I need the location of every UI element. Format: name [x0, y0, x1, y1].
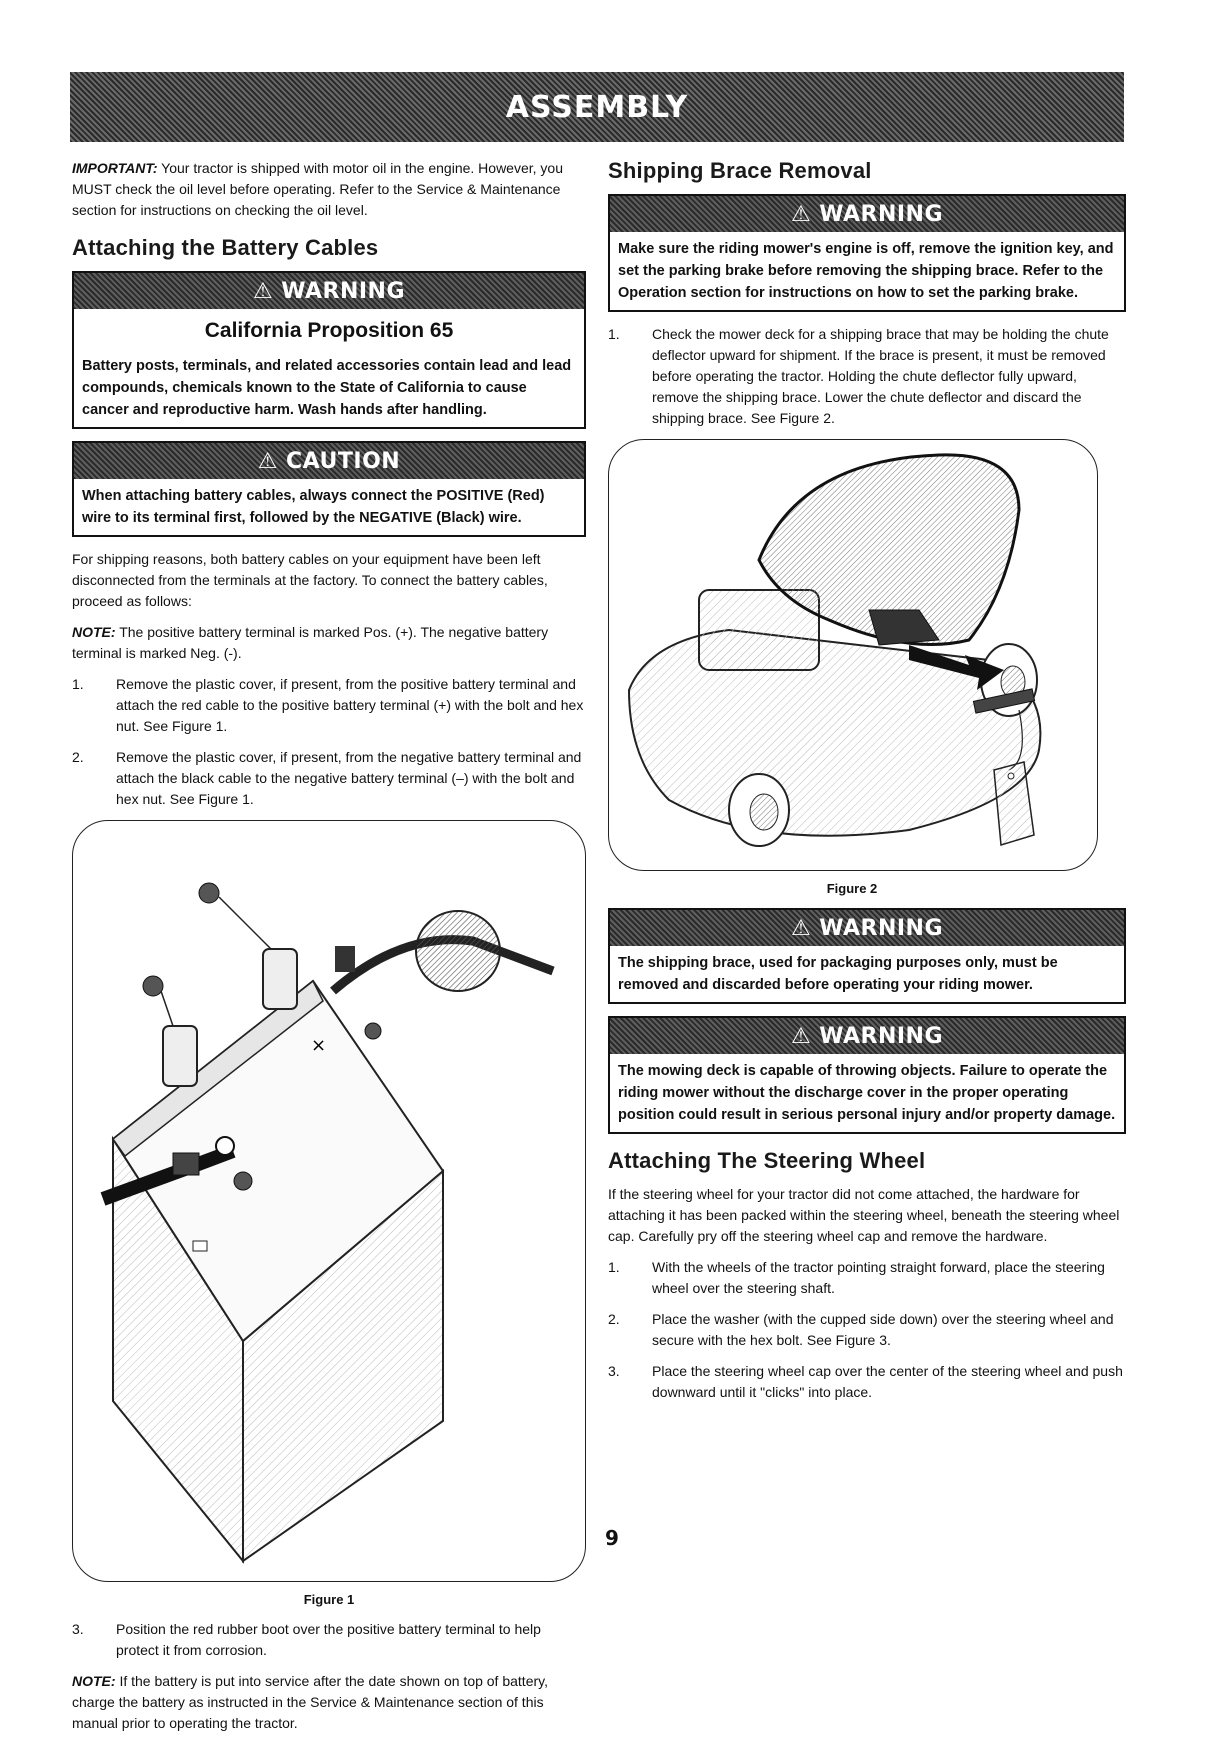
list-item: [608, 1361, 1126, 1403]
warning-box-shipping: [608, 194, 1126, 312]
steering-steps: [608, 1257, 1126, 1403]
warning-text: The mowing deck is capable of throwing objects. Failure to operate the riding mower without the discharge cover in the proper operating position could result in serious personal injury and/or property damage.: [618, 1063, 1116, 1123]
list-item: [72, 1619, 586, 1661]
warning-text: Battery posts, terminals, and related accessories contain lead and lead compounds, chemicals known to the State of California to cause cancer and reproductive harm. Wash hands after handling.: [82, 358, 572, 418]
step-number: 2.: [72, 749, 84, 765]
list-item: [608, 1257, 1126, 1299]
battery-steps: [72, 674, 586, 810]
mower-deck-illustration: [609, 440, 1097, 870]
list-item: [608, 1309, 1126, 1351]
battery-heading: Attaching the Battery Cables: [72, 235, 379, 260]
step-text: Remove the plastic cover, if present, from the positive battery terminal and attach the red cable to the positive battery terminal (+) with the bolt and hex nut. See Figure 1.: [116, 676, 584, 734]
note-paragraph: [72, 622, 586, 664]
step-text: Place the washer (with the cupped side down) over the steering wheel and secure with the hex bolt. See Figure 3.: [652, 1311, 1114, 1348]
step-number: 3.: [72, 1621, 84, 1637]
step-number: 1.: [72, 676, 84, 692]
svg-text:×: ×: [311, 1035, 327, 1056]
warning-label: WARNING: [819, 1023, 944, 1049]
caution-text: When attaching battery cables, always connect the POSITIVE (Red) wire to its terminal first, followed by the NEGATIVE (Black) wire.: [82, 488, 545, 526]
step-number: 1.: [608, 326, 620, 342]
section-title: ASSEMBLY: [505, 89, 689, 125]
section-banner: [70, 72, 1124, 142]
figure-1-battery: [72, 820, 586, 1582]
warning-triangle-icon: ⚠: [252, 278, 274, 304]
caution-triangle-icon: ⚠: [257, 448, 279, 474]
warning-text: The shipping brace, used for packaging purposes only, must be removed and discarded before operating your riding mower.: [618, 955, 1058, 993]
list-item: [608, 324, 1126, 429]
note-text: If the battery is put into service after the date shown on top of battery, charge the battery as instructed in the Service & Maintenance section of this manual prior to operating the tractor.: [72, 1673, 548, 1731]
step-number: 1.: [608, 1259, 620, 1275]
left-column: [72, 158, 586, 1744]
warning-box-prop65: [72, 271, 586, 429]
warning-triangle-icon: ⚠: [790, 1023, 812, 1049]
step-number: 2.: [608, 1311, 620, 1327]
page-number: 9: [605, 1526, 619, 1550]
list-item: [72, 747, 586, 810]
step-text: Position the red rubber boot over the positive battery terminal to help protect it from corrosion.: [116, 1621, 541, 1658]
warning-label: WARNING: [819, 201, 944, 227]
note-text: The positive battery terminal is marked Pos. (+). The negative battery terminal is marked Neg. (-).: [72, 624, 549, 661]
note-label: NOTE:: [72, 624, 116, 640]
step-text: Place the steering wheel cap over the center of the steering wheel and push downward until it "clicks" into place.: [652, 1363, 1123, 1400]
caution-label: CAUTION: [286, 448, 401, 474]
steering-intro: If the steering wheel for your tractor did not come attached, the hardware for attaching it has been packed within the steering wheel, beneath the steering wheel cap. Carefully pry off the steering wheel cap and remove the hardware.: [608, 1186, 1120, 1244]
battery-steps-continued: [72, 1619, 586, 1661]
step-number: 3.: [608, 1363, 620, 1379]
warning-box-brace: [608, 908, 1126, 1004]
warning-header: [610, 910, 1124, 946]
note-label: NOTE:: [72, 1673, 116, 1689]
warning-subtitle: California Proposition 65: [204, 319, 454, 342]
step-text: Check the mower deck for a shipping brace that may be holding the chute deflector upward for shipment. If the brace is present, it must be removed before operating the tractor. Holding the chute deflector fully upward, remove the shipping brace. Lower the chute deflector and discard the shipping brace. See Figure 2.: [652, 326, 1109, 426]
warning-box-deck: [608, 1016, 1126, 1134]
figure-2-caption: Figure 2: [826, 881, 878, 896]
right-column: [608, 158, 1126, 1413]
warning-label: WARNING: [819, 915, 944, 941]
important-paragraph: [72, 158, 586, 221]
list-item: [72, 674, 586, 737]
warning-triangle-icon: ⚠: [790, 201, 812, 227]
note-paragraph-2: [72, 1671, 586, 1734]
caution-box: [72, 441, 586, 537]
warning-header: [610, 196, 1124, 232]
warning-triangle-icon: ⚠: [790, 915, 812, 941]
step-text: Remove the plastic cover, if present, from the negative battery terminal and attach the black cable to the negative battery terminal (–) with the bolt and hex nut. See Figure 1.: [116, 749, 582, 807]
shipping-steps: [608, 324, 1126, 429]
steering-heading: Attaching The Steering Wheel: [608, 1148, 926, 1173]
warning-text: Make sure the riding mower's engine is off, remove the ignition key, and set the parking brake before removing the shipping brace. Refer to the Operation section for instructions on how to set the parking brake.: [618, 241, 1114, 301]
figure-2-mower-deck: [608, 439, 1098, 871]
warning-header: [610, 1018, 1124, 1054]
figure-1-caption: Figure 1: [303, 1592, 355, 1607]
warning-header: [74, 273, 584, 309]
intro-paragraph: For shipping reasons, both battery cables on your equipment have been left disconnected from the terminals at the factory. To connect the battery cables, proceed as follows:: [72, 551, 548, 609]
important-text: Your tractor is shipped with motor oil in the engine. However, you MUST check the oil level before operating. Refer to the Service & Maintenance section for instructions on checking the oil level.: [72, 160, 563, 218]
important-label: IMPORTANT:: [72, 160, 158, 176]
shipping-heading: Shipping Brace Removal: [608, 158, 872, 183]
battery-illustration: [73, 821, 585, 1581]
warning-label: WARNING: [281, 278, 406, 304]
caution-header: [74, 443, 584, 479]
step-text: With the wheels of the tractor pointing straight forward, place the steering wheel over the steering shaft.: [652, 1259, 1105, 1296]
